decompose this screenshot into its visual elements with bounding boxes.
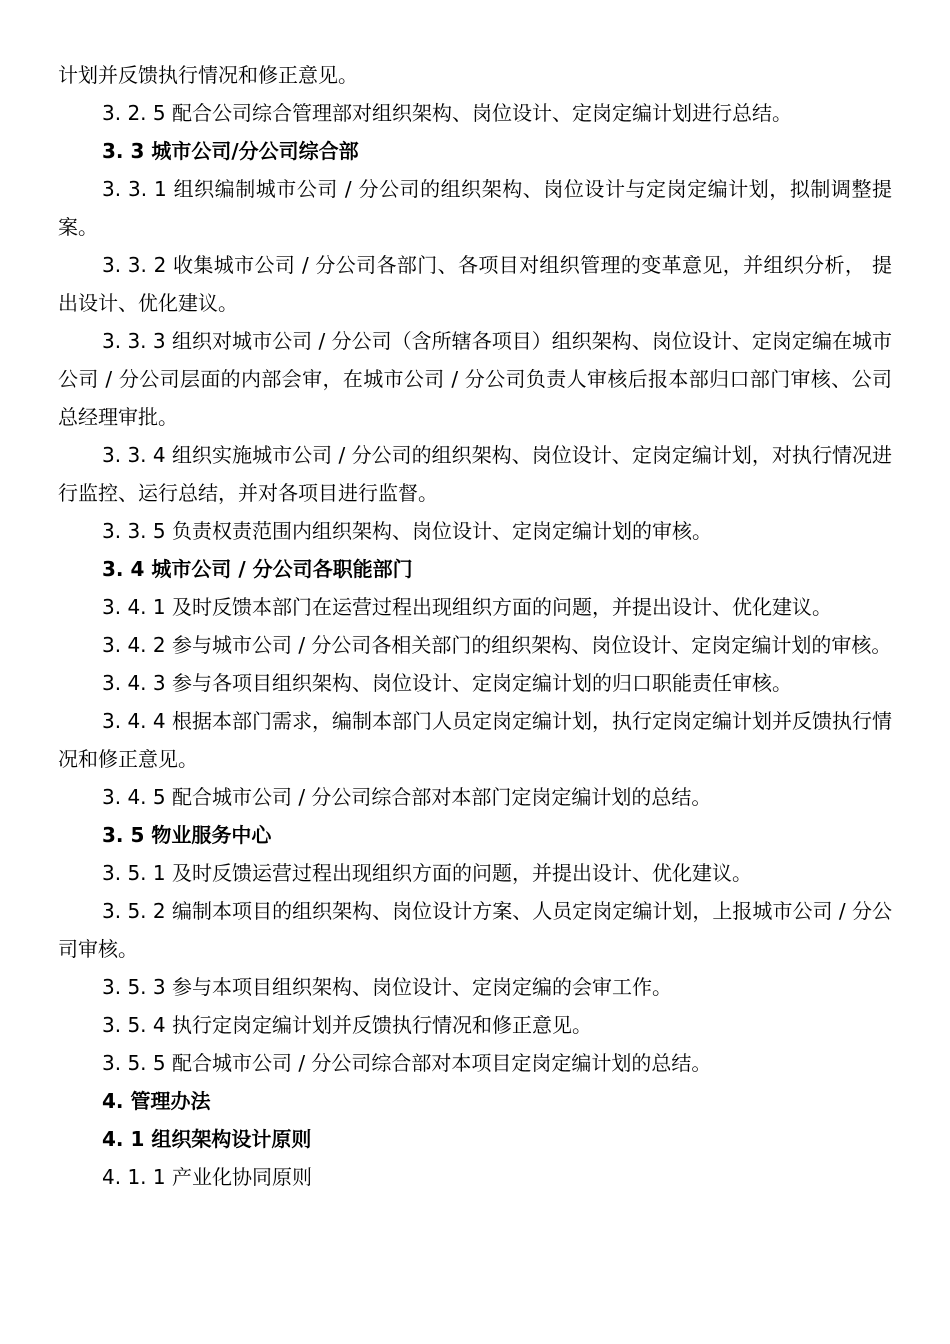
- clause-3-2-5: 3. 2. 5 配合公司综合管理部对组织架构、岗位设计、定岗定编计划进行总结。: [102, 101, 792, 125]
- paragraph-continuation: 计划并反馈执行情况和修正意见。: [58, 63, 358, 87]
- clause-3-5-1: 3. 5. 1 及时反馈运营过程出现组织方面的问题，并提出设计、优化建议。: [102, 861, 752, 885]
- section-heading-3-3: 3. 3 城市公司/分公司综合部: [102, 139, 359, 163]
- section-heading-3-4: 3. 4 城市公司 / 分公司各职能部门: [102, 557, 413, 581]
- clause-3-3-2: 3. 3. 2 收集城市公司 / 分公司各部门、各项目对组织管理的变革意见，并组织分析， 提出设计、优化建议。: [58, 253, 892, 315]
- clause-4-1-1: 4. 1. 1 产业化协同原则: [102, 1165, 312, 1189]
- clause-3-3-3: 3. 3. 3 组织对城市公司 / 分公司（含所辖各项目）组织架构、岗位设计、定岗定编在城市公司 / 分公司层面的内部会审，在城市公司 / 分公司负责人审核后报本部归口部门审核、公司总经理审批。: [58, 329, 892, 429]
- document-body: [58, 56, 892, 1196]
- clause-3-3-5: 3. 3. 5 负责权责范围内组织架构、岗位设计、定岗定编计划的审核。: [102, 519, 712, 543]
- clause-3-5-5: 3. 5. 5 配合城市公司 / 分公司综合部对本项目定岗定编计划的总结。: [102, 1051, 712, 1075]
- section-heading-4-1: 4. 1 组织架构设计原则: [102, 1127, 312, 1151]
- clause-3-4-5: 3. 4. 5 配合城市公司 / 分公司综合部对本部门定岗定编计划的总结。: [102, 785, 712, 809]
- clause-3-3-1: 3. 3. 1 组织编制城市公司 / 分公司的组织架构、岗位设计与定岗定编计划，拟制调整提案。: [58, 177, 892, 239]
- clause-3-5-3: 3. 5. 3 参与本项目组织架构、岗位设计、定岗定编的会审工作。: [102, 975, 672, 999]
- clause-3-5-2: 3. 5. 2 编制本项目的组织架构、岗位设计方案、人员定岗定编计划，上报城市公司 / 分公司审核。: [58, 899, 892, 961]
- clause-3-4-1: 3. 4. 1 及时反馈本部门在运营过程出现组织方面的问题，并提出设计、优化建议。: [102, 595, 832, 619]
- clause-3-5-4: 3. 5. 4 执行定岗定编计划并反馈执行情况和修正意见。: [102, 1013, 592, 1037]
- clause-3-3-4: 3. 3. 4 组织实施城市公司 / 分公司的组织架构、岗位设计、定岗定编计划，对执行情况进行监控、运行总结，并对各项目进行监督。: [58, 443, 892, 505]
- section-heading-4: 4. 管理办法: [102, 1089, 211, 1113]
- section-heading-3-5: 3. 5 物业服务中心: [102, 823, 272, 847]
- clause-3-4-3: 3. 4. 3 参与各项目组织架构、岗位设计、定岗定编计划的归口职能责任审核。: [102, 671, 792, 695]
- clause-3-4-2: 3. 4. 2 参与城市公司 / 分公司各相关部门的组织架构、岗位设计、定岗定编计划的审核。: [102, 633, 892, 657]
- clause-3-4-4: 3. 4. 4 根据本部门需求，编制本部门人员定岗定编计划，执行定岗定编计划并反馈执行情况和修正意见。: [58, 709, 892, 771]
